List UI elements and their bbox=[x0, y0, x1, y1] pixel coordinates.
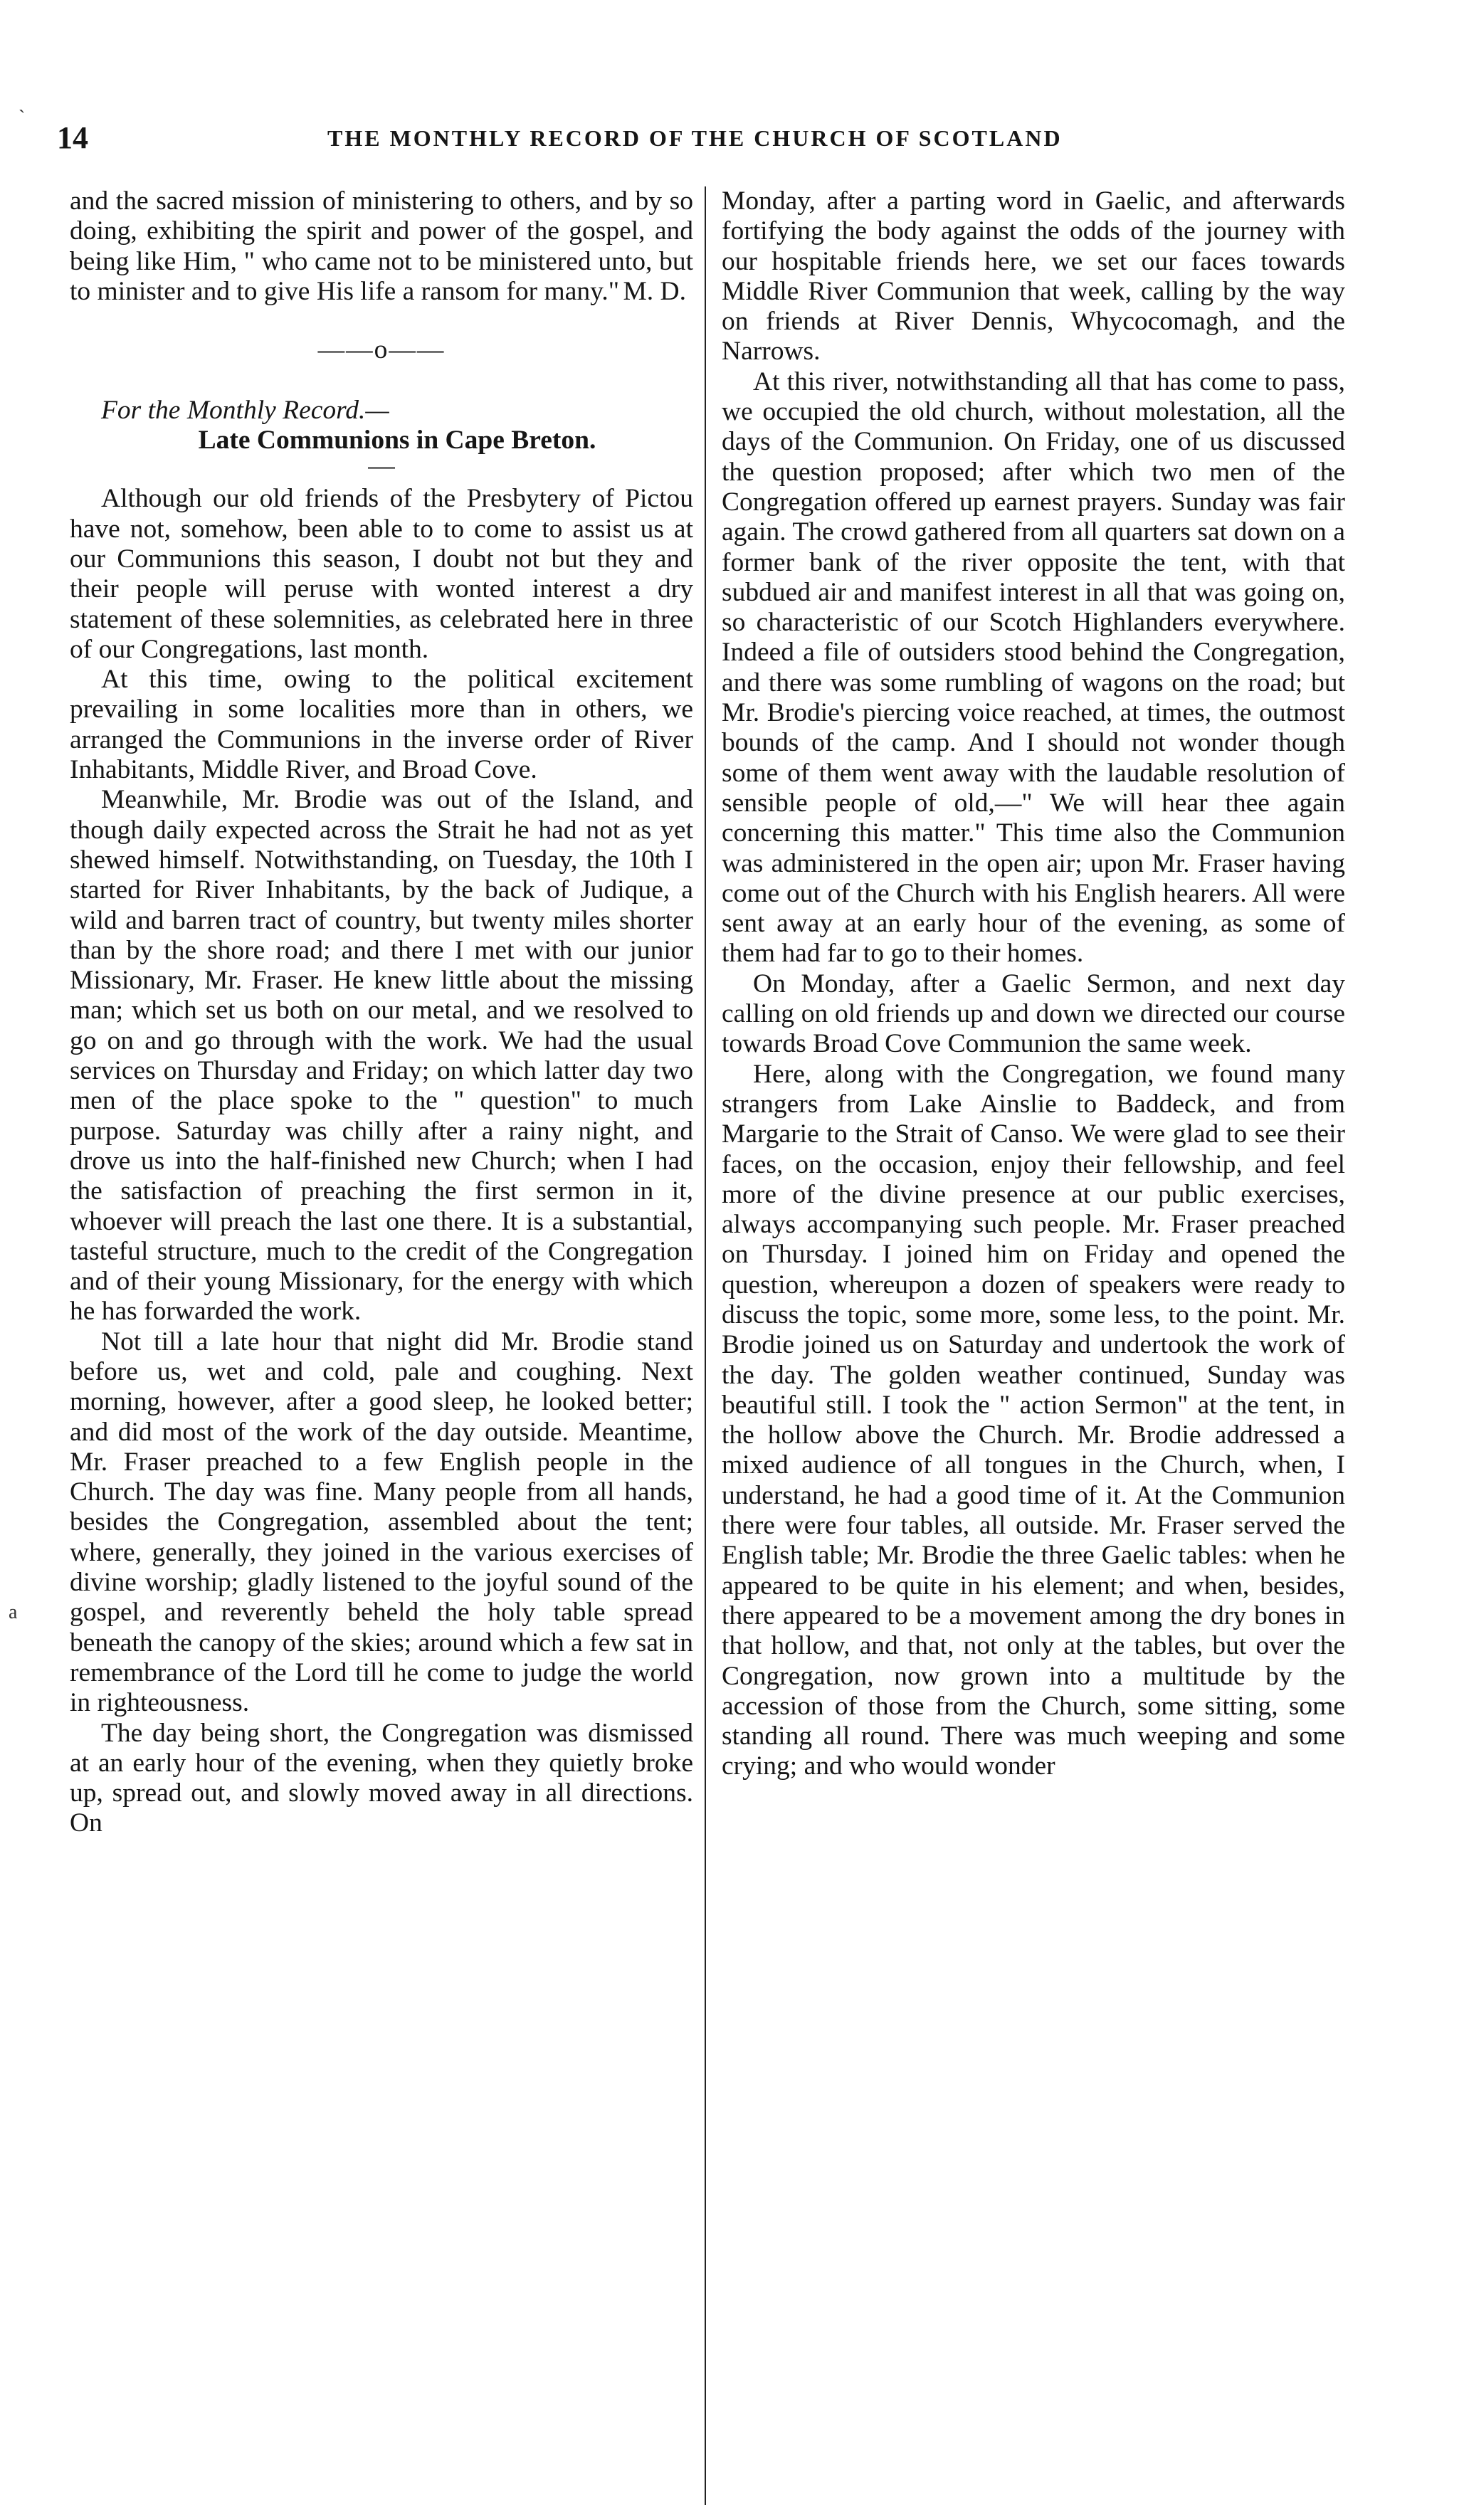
opening-paragraph: and the sacred mission of ministering to others, and by so doing, exhibiting the spirit and power of the gospel, and being like Him, " who came not to be ministered unto, but to minister and to give His life a ransom for many." bbox=[70, 186, 693, 306]
right-column bbox=[722, 186, 1345, 1782]
paragraph: At this time, owing to the political excitement prevailing in some localities more than in others, we arranged the Communions in the inverse order of River Inhabitants, Middle River, and Broad Cove. bbox=[70, 665, 693, 785]
margin-mark-top: ` bbox=[19, 107, 26, 129]
paragraph: Here, along with the Congregation, we found many strangers from Lake Ainslie to Baddeck, and from Margarie to the Strait of Canso. We were glad to see their faces, on the occasion, enjoy their fellowship, and feel more of the divine presence at our public exercises, always accompanying such people. Mr. Fraser preached on Thursday. I joined him on Friday and opened the question, whereupon a dozen of speakers were ready to discuss the topic, some more, some less, to the point. Mr. Brodie joined us on Saturday and undertook the work of the day. The golden weather continued, Sunday was beautiful still. I took the " action Sermon" at the tent, in the hollow above the Church. Mr. Brodie addressed a mixed audience of all tongues in the Church, when, I understand, he had a good time of it. At the Communion there were four tables, all outside. Mr. Fraser served the English table; Mr. Brodie the three Gaelic tables: when he appeared to be quite in his element; and when, besides, there appeared to be a movement among the dry bones in that hollow, and that, not only at the tables, but over the Congregation, now grown into a multitude by the accession of those from the Church, some sitting, some standing all round. There was much weeping and some crying; and who would wonder bbox=[722, 1059, 1345, 1781]
section-separator: ——o—— bbox=[317, 335, 446, 365]
heading-dash: — bbox=[368, 451, 395, 481]
journal-title: THE MONTHLY RECORD OF THE CHURCH OF SCOTLAND bbox=[327, 125, 1063, 151]
running-head bbox=[57, 120, 1139, 162]
paragraph: Although our old friends of the Presbytery of Pictou have not, somehow, been able to to come to assist us at our Communions this season, I doubt not but they and their people will peruse with wonted interest a dry statement of these solemnities, as celebrated here in three of our Congregations, last month. bbox=[70, 484, 693, 664]
column-rule bbox=[705, 186, 706, 2505]
left-column bbox=[70, 186, 693, 1839]
paragraph: On Monday, after a Gaelic Sermon, and next day calling on old friends up and down we directed our course towards Broad Cove Communion the same week. bbox=[722, 969, 1345, 1059]
margin-mark-side: a bbox=[9, 1601, 18, 1623]
source-line: For the Monthly Record.— bbox=[101, 395, 389, 425]
paragraph: Monday, after a parting word in Gaelic, and afterwards fortifying the body against the odds of the journey with our hospitable friends here, we set our faces towards Middle River Communion that week, calling by the way on friends at River Dennis, Whycocomagh, and the Narrows. bbox=[722, 186, 1345, 367]
signature: M. D. bbox=[623, 277, 686, 307]
paragraph: Not till a late hour that night did Mr. Brodie stand before us, wet and cold, pale and coughing. Next morning, however, after a good sleep, he looked better; and did most of the work of the day outside. Meantime, Mr. Fraser preached to a few English people in the Church. The day was fine. Many people from all hands, besides the Congregation, assembled about the tent; where, generally, they joined in the various exercises of divine worship; gladly listened to the joyful sound of the gospel, and reverently beheld the holy table spread beneath the canopy of the skies; around which a few sat in remembrance of the Lord till he come to judge the world in righteousness. bbox=[70, 1327, 693, 1718]
paragraph: The day being short, the Congregation was dismissed at an early hour of the evening, when they quietly broke up, spread out, and slowly moved away in all directions. On bbox=[70, 1718, 693, 1838]
article-heading: Late Communions in Cape Breton. bbox=[198, 426, 596, 455]
page-number: 14 bbox=[57, 120, 88, 155]
paragraph: Meanwhile, Mr. Brodie was out of the Island, and though daily expected across the Strait he had not as yet shewed himself. Notwithstanding, on Tuesday, the 10th I started for River Inhabitants, by the back of Judique, a wild and barren tract of country, but twenty miles shorter than by the shore road; and there I met with our junior Missionary, Mr. Fraser. He knew little about the missing man; which set us both on our metal, and we resolved to go on and go through with the work. We had the usual services on Thursday and Friday; on which latter day two men of the place spoke to the " question" to much purpose. Saturday was chilly after a rainy night, and drove us into the half-finished new Church; when I had the satisfaction of preaching the first sermon in it, whoever will preach the last one there. It is a substantial, tasteful structure, much to the credit of the Congregation and of their young Missionary, for the energy with which he has forwarded the work. bbox=[70, 785, 693, 1327]
paragraph: At this river, notwithstanding all that has come to pass, we occupied the old church, without molestation, all the days of the Communion. On Friday, one of us discussed the question proposed; after which two men of the Congregation offered up earnest prayers. Sunday was fair again. The crowd gathered from all quarters sat down on a former bank of the river opposite the tent, with that subdued air and manifest interest in all that was going on, so characteristic of our Scotch Highlanders everywhere. Indeed a file of outsiders stood behind the Congregation, and there was some rumbling of wagons on the road; but Mr. Brodie's piercing voice reached, at times, the outmost bounds of the camp. And I should not wonder though some of them went away with the laudable resolution of sensible people of old,—" We will hear thee again concerning this matter." This time also the Communion was administered in the open air; upon Mr. Fraser having come out of the Church with his English hearers. All were sent away at an early hour of the evening, as some of them had far to go to their homes. bbox=[722, 367, 1345, 969]
